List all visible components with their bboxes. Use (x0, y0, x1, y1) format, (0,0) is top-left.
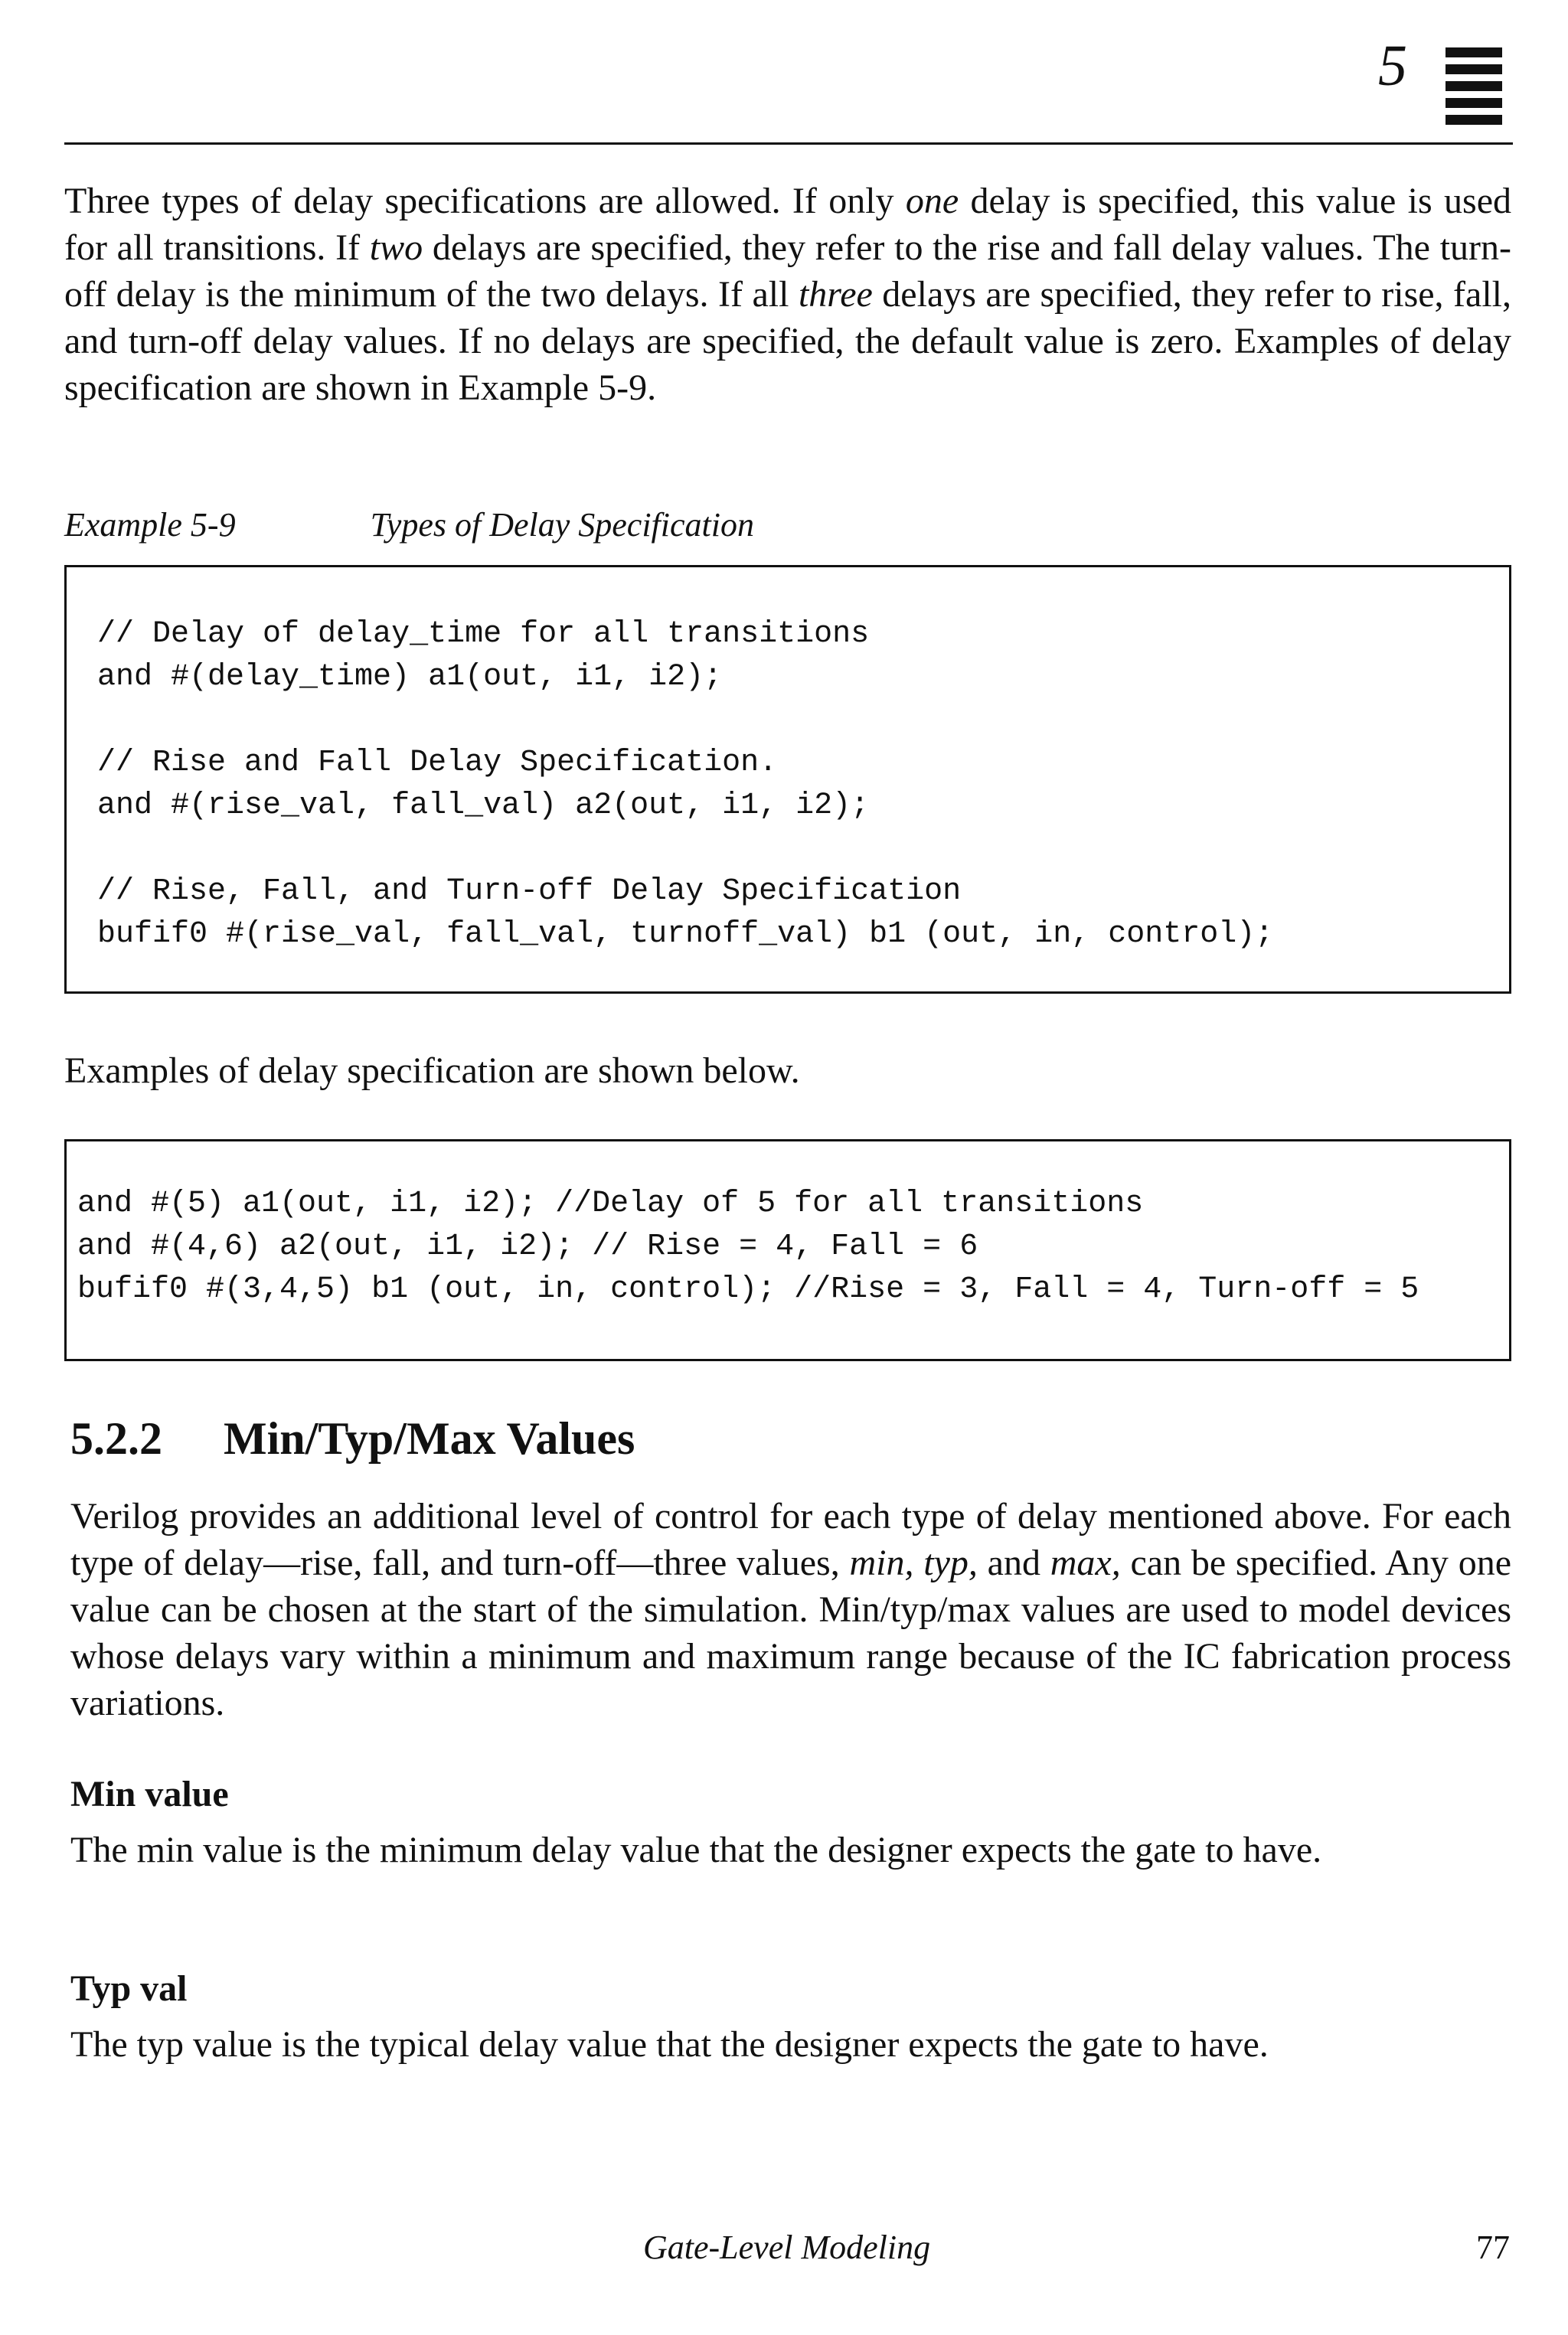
section-number: 5.2.2 (70, 1413, 162, 1464)
example-caption (64, 505, 754, 544)
min-value-text: The min value is the minimum delay value that the designer expects the gate to have. (70, 1830, 1322, 1870)
example-title: Types of Delay Specification (370, 506, 754, 544)
intro-paragraph: Three types of delay specifications are allowed. If only one delay is specified, this value is used for all transitions. If two delays are specified, they refer to the rise and fall delay values. The turn-off delay is the minimum of the two delays. If all three delays are specified, they refer to rise, fall, and turn-off delay values. If no delays are specified, the default value is zero. Examples of delay specification are shown in Example 5-9. (64, 181, 1512, 408)
min-value-heading: Min value (70, 1774, 229, 1814)
chapter-marker-bars (1446, 47, 1502, 132)
code-line: bufif0 #(rise_val, fall_val, turnoff_val) b1 (out, in, control); (97, 917, 1274, 952)
example-label: Example 5-9 (64, 506, 236, 544)
code-line: and #(4,6) a2(out, i1, i2); // Rise = 4, Fall = 6 (77, 1230, 978, 1264)
typ-value-text: The typ value is the typical delay value that the designer expects the gate to have. (70, 2024, 1269, 2065)
page-number: 77 (1476, 2229, 1510, 2266)
section-paragraph: Verilog provides an additional level of control for each type of delay mentioned above. For each type of delay—rise, fall, and turn-off—three values, min, typ, and max, can be specified. Any one value can be chosen at the start of the simulation. Min/typ/max values are used to model devices whose delays vary within a minimum and maximum range because of the IC fabrication process variations. (70, 1496, 1511, 1723)
section-title: Min/Typ/Max Values (224, 1413, 635, 1464)
examples-below-text: Examples of delay specification are shown below. (64, 1050, 800, 1091)
section-heading (70, 1412, 635, 1465)
header-rule (64, 142, 1513, 145)
chapter-number: 5 (1378, 34, 1407, 98)
code-line: and #(rise_val, fall_val) a2(out, i1, i2); (97, 789, 870, 823)
code-line: bufif0 #(3,4,5) b1 (out, in, control); //Rise = 3, Fall = 4, Turn-off = 5 (77, 1272, 1419, 1307)
code-line: and #(delay_time) a1(out, i1, i2); (97, 660, 723, 694)
examples-code-box (64, 1139, 1511, 1361)
typ-value-heading: Typ val (70, 1968, 188, 2009)
code-comment: // Rise and Fall Delay Specification. (97, 746, 778, 780)
code-comment: // Rise, Fall, and Turn-off Delay Specification (97, 874, 962, 909)
code-comment: // Delay of delay_time for all transitions (97, 617, 870, 652)
footer-title: Gate-Level Modeling (643, 2229, 931, 2266)
example-code-box (64, 565, 1511, 994)
code-line: and #(5) a1(out, i1, i2); //Delay of 5 for all transitions (77, 1187, 1144, 1221)
